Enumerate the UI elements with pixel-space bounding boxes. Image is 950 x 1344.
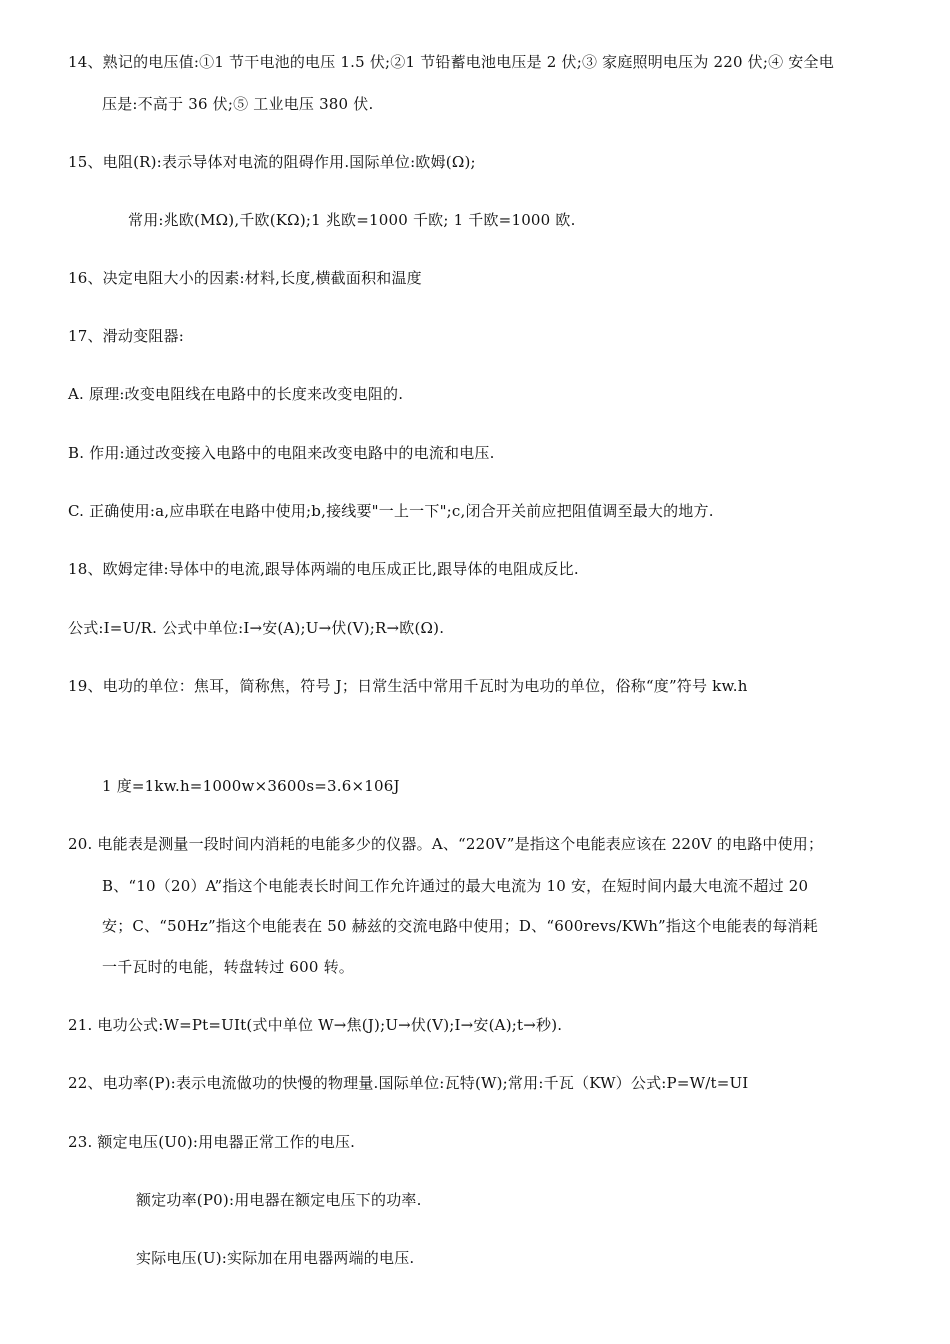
item-16: 16、决定电阻大小的因素:材料,长度,横截面积和温度: [68, 269, 422, 287]
item-20-line-3: 安；C、“50Hz”指这个电能表在 50 赫兹的交流电路中使用；D、“600revs/KWh”指这个电能表的每消耗: [102, 917, 818, 935]
item-23-rated-power: 额定功率(P0):用电器在额定电压下的功率.: [136, 1191, 422, 1209]
item-19: 19、电功的单位：焦耳，简称焦，符号 J；日常生活中常用千瓦时为电功的单位，俗称“度”符号 kw.h: [68, 677, 748, 695]
item-21: 21. 电功公式:W=Pt=UIt(式中单位 W→焦(J);U→伏(V);I→安(A);t→秒).: [68, 1016, 563, 1034]
item-20-line-1: 20. 电能表是测量一段时间内消耗的电能多少的仪器。A、“220V”是指这个电能表应该在 220V 的电路中使用；: [68, 835, 824, 853]
item-20-line-4: 一千瓦时的电能，转盘转过 600 转。: [102, 958, 354, 976]
item-17-b: B. 作用:通过改变接入电路中的电阻来改变电路中的电流和电压.: [68, 444, 495, 462]
item-23-actual-voltage: 实际电压(U):实际加在用电器两端的电压.: [136, 1249, 415, 1267]
item-22: 22、电功率(P):表示电流做功的快慢的物理量.国际单位:瓦特(W);常用:千瓦（KW）公式:P=W/t=UI: [68, 1074, 749, 1092]
item-23: 23. 额定电压(U0):用电器正常工作的电压.: [68, 1133, 356, 1151]
item-20-line-2: B、“10（20）A”指这个电能表长时间工作允许通过的最大电流为 10 安，在短时间内最大电流不超过 20: [102, 877, 809, 895]
item-18: 18、欧姆定律:导体中的电流,跟导体两端的电压成正比,跟导体的电阻成反比.: [68, 560, 579, 578]
item-17-c: C. 正确使用:a,应串联在电路中使用;b,接线要"一上一下";c,闭合开关前应把阻值调至最大的地方.: [68, 502, 714, 520]
item-15-line-1: 15、电阻(R):表示导体对电流的阻碍作用.国际单位:欧姆(Ω);: [68, 153, 476, 171]
item-18-formula: 公式:I=U/R. 公式中单位:I→安(A);U→伏(V);R→欧(Ω).: [68, 619, 445, 637]
item-17-heading: 17、滑动变阻器:: [68, 327, 184, 345]
item-15-line-2: 常用:兆欧(MΩ),千欧(KΩ);1 兆欧=1000 千欧; 1 千欧=1000 欧.: [128, 211, 576, 229]
item-14-line-1: 14、熟记的电压值:①1 节干电池的电压 1.5 伏;②1 节铅蓄电池电压是 2 伏;③ 家庭照明电压为 220 伏;④ 安全电: [68, 53, 834, 71]
item-17-a: A. 原理:改变电阻线在电路中的长度来改变电阻的.: [68, 385, 404, 403]
item-14-line-2: 压是:不高于 36 伏;⑤ 工业电压 380 伏.: [102, 95, 374, 113]
item-19-conversion: 1 度=1kw.h=1000w×3600s=3.6×106J: [102, 777, 400, 795]
